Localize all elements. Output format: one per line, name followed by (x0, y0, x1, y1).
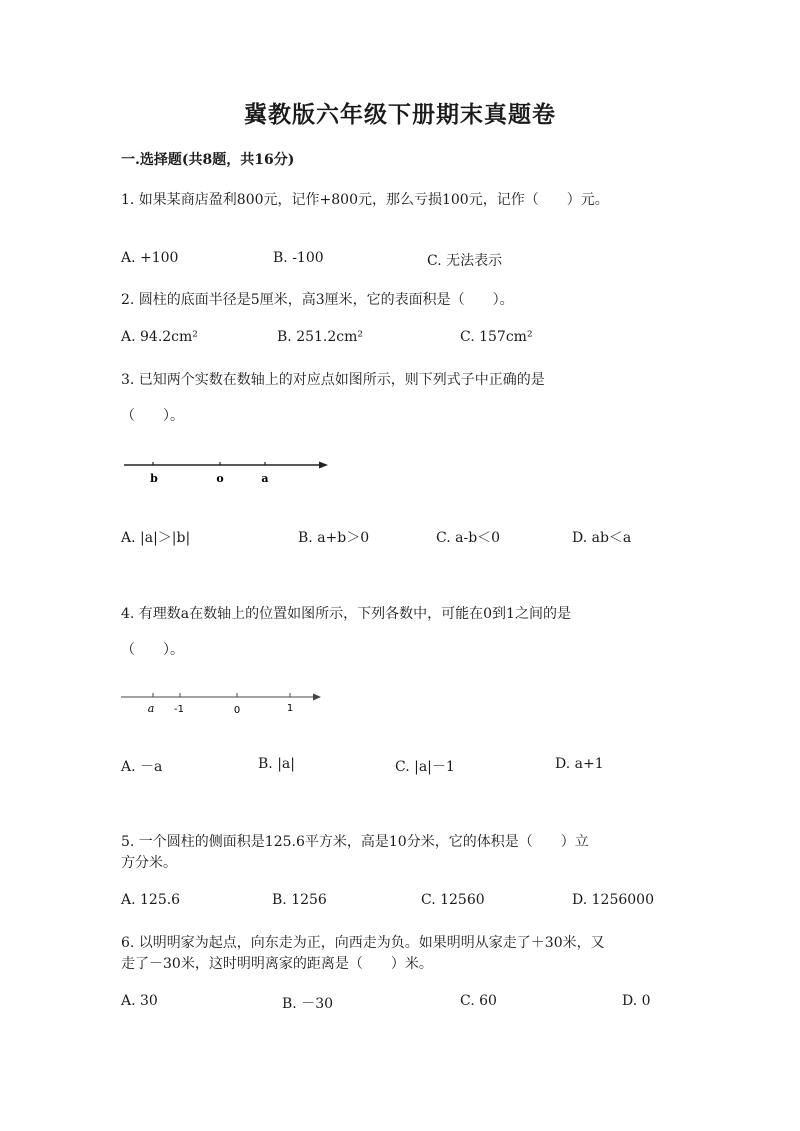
question-5-option-a: A. 125.6 (121, 892, 181, 908)
page-title: 冀教版六年级下册期末真题卷 (244, 101, 556, 128)
question-1-option-c: C. 无法表示 (427, 253, 503, 269)
question-6-option-b: B. －30 (282, 996, 334, 1012)
question-6-option-c: C. 60 (460, 993, 497, 1009)
question-3-option-b: B. a+b＞0 (298, 530, 370, 546)
section-heading: 一.选择题(共8题，共16分) (121, 152, 295, 168)
question-4-label-a: a (147, 702, 155, 715)
question-3-label-b: b (150, 472, 158, 485)
question-3-stem: 3. 已知两个实数在数轴上的对应点如图所示，则下列式子中正确的是 (121, 372, 545, 388)
question-6-option-a: A. 30 (121, 993, 158, 1009)
question-5-stem-cont: 方分米。 (121, 855, 177, 871)
question-4-label-0: 0 (233, 705, 241, 716)
question-5-stem: 5. 一个圆柱的侧面积是125.6平方米，高是10分米，它的体积是（ ）立 (121, 834, 589, 850)
question-6-stem: 6. 以明明家为起点，向东走为正，向西走为负。如果明明从家走了＋30米，又 (121, 935, 605, 951)
question-4-label-1: 1 (286, 703, 294, 714)
question-2-option-c: C. 157cm² (460, 329, 533, 345)
question-2-option-b: B. 251.2cm² (277, 329, 363, 345)
question-3-label-o: o (216, 472, 224, 485)
question-4-stem-cont: （ ）。 (121, 642, 184, 658)
question-3-stem-cont: （ ）。 (121, 408, 184, 424)
question-1-option-a: A. +100 (121, 250, 179, 266)
question-4-option-c: C. |a|－1 (395, 759, 455, 775)
question-3-label-a: a (261, 472, 269, 485)
question-1-option-b: B. -100 (273, 250, 324, 266)
question-3-option-a: A. |a|＞|b| (121, 530, 191, 546)
question-3-number-line (120, 455, 335, 490)
question-4-option-a: A. －a (121, 759, 163, 775)
question-5-option-b: B. 1256 (272, 892, 327, 908)
question-2-option-a: A. 94.2cm² (121, 329, 198, 345)
question-3-option-d: D. ab＜a (572, 530, 632, 546)
question-4-number-line (118, 688, 328, 718)
question-4-stem: 4. 有理数a在数轴上的位置如图所示，下列各数中，可能在0到1之间的是 (121, 606, 571, 622)
question-4-option-b: B. |a| (258, 756, 295, 772)
question-5-option-c: C. 12560 (421, 892, 485, 908)
question-6-option-d: D. 0 (622, 993, 651, 1009)
question-1-stem: 1. 如果某商店盈利800元，记作+800元，那么亏损100元，记作（ ）元。 (121, 192, 609, 208)
question-2-stem: 2. 圆柱的底面半径是5厘米，高3厘米，它的表面积是（ ）。 (121, 292, 514, 308)
question-3-option-c: C. a-b＜0 (436, 530, 501, 546)
question-4-option-d: D. a+1 (555, 756, 604, 772)
question-5-option-d: D. 1256000 (572, 892, 654, 908)
question-6-stem-cont: 走了－30米，这时明明离家的距离是（ ）米。 (121, 956, 433, 972)
question-4-label-minus-1: -1 (174, 704, 184, 715)
